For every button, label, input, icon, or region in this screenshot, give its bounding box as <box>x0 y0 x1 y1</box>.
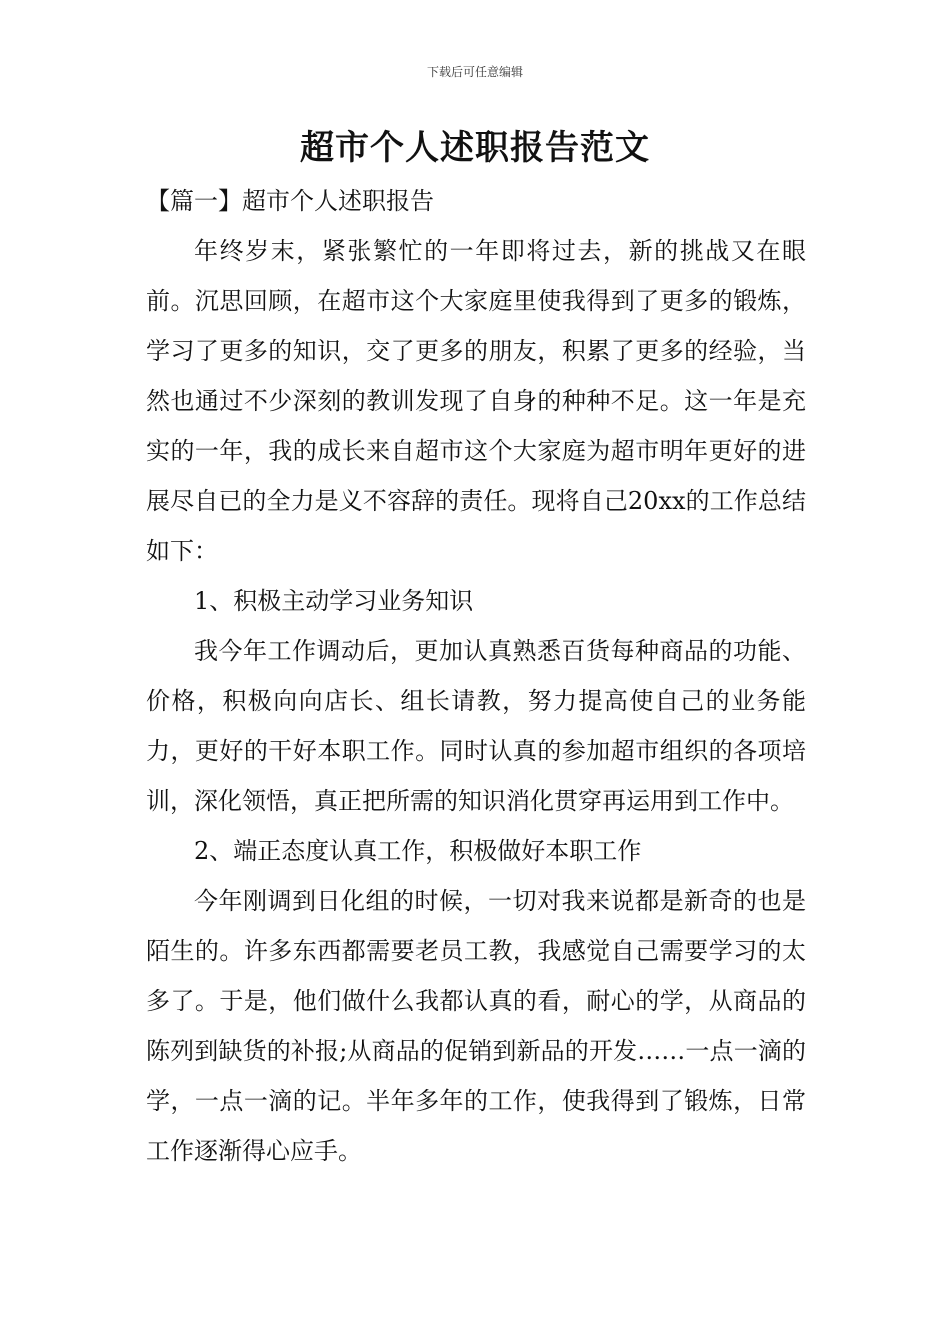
document-title: 超市个人述职报告范文 <box>300 128 650 168</box>
paragraph-2: 今年刚调到日化组的时候，一切对我来说都是新奇的也是陌生的。许多东西都需要老员工教，我感觉自己需要学习的太多了。于是，他们做什么我都认真的看，耐心的学，从商品的陈列到缺货的补报;从商品的促销到新品的开发……一点一滴的学，一点一滴的记。半年多年的工作，使我得到了锻炼，日常工作逐渐得心应手。 <box>146 887 806 1165</box>
paragraph-1: 我今年工作调动后，更加认真熟悉百货每种商品的功能、价格，积极向向店长、组长请教，努力提高使自己的业务能力，更好的干好本职工作。同时认真的参加超市组织的各项培训，深化领悟，真正把所需的知识消化贯穿再运用到工作中。 <box>146 637 806 815</box>
section-heading: 【篇一】超市个人述职报告 <box>146 187 434 215</box>
page-header: 下载后可任意编辑 <box>426 65 523 79</box>
document-body <box>146 176 806 1176</box>
paragraph-intro: 年终岁末，紧张繁忙的一年即将过去，新的挑战又在眼前。沉思回顾，在超市这个大家庭里使我得到了更多的锻炼，学习了更多的知识，交了更多的朋友，积累了更多的经验，当然也通过不少深刻的教训发现了自身的种种不足。这一年是充实的一年，我的成长来自超市这个大家庭为超市明年更好的进展尽自已的全力是义不容辞的责任。现将自己20xx的工作总结如下： <box>146 237 806 565</box>
list-heading-1: 1、积极主动学习业务知识 <box>194 587 474 615</box>
list-heading-2: 2、端正态度认真工作，积极做好本职工作 <box>194 837 642 865</box>
